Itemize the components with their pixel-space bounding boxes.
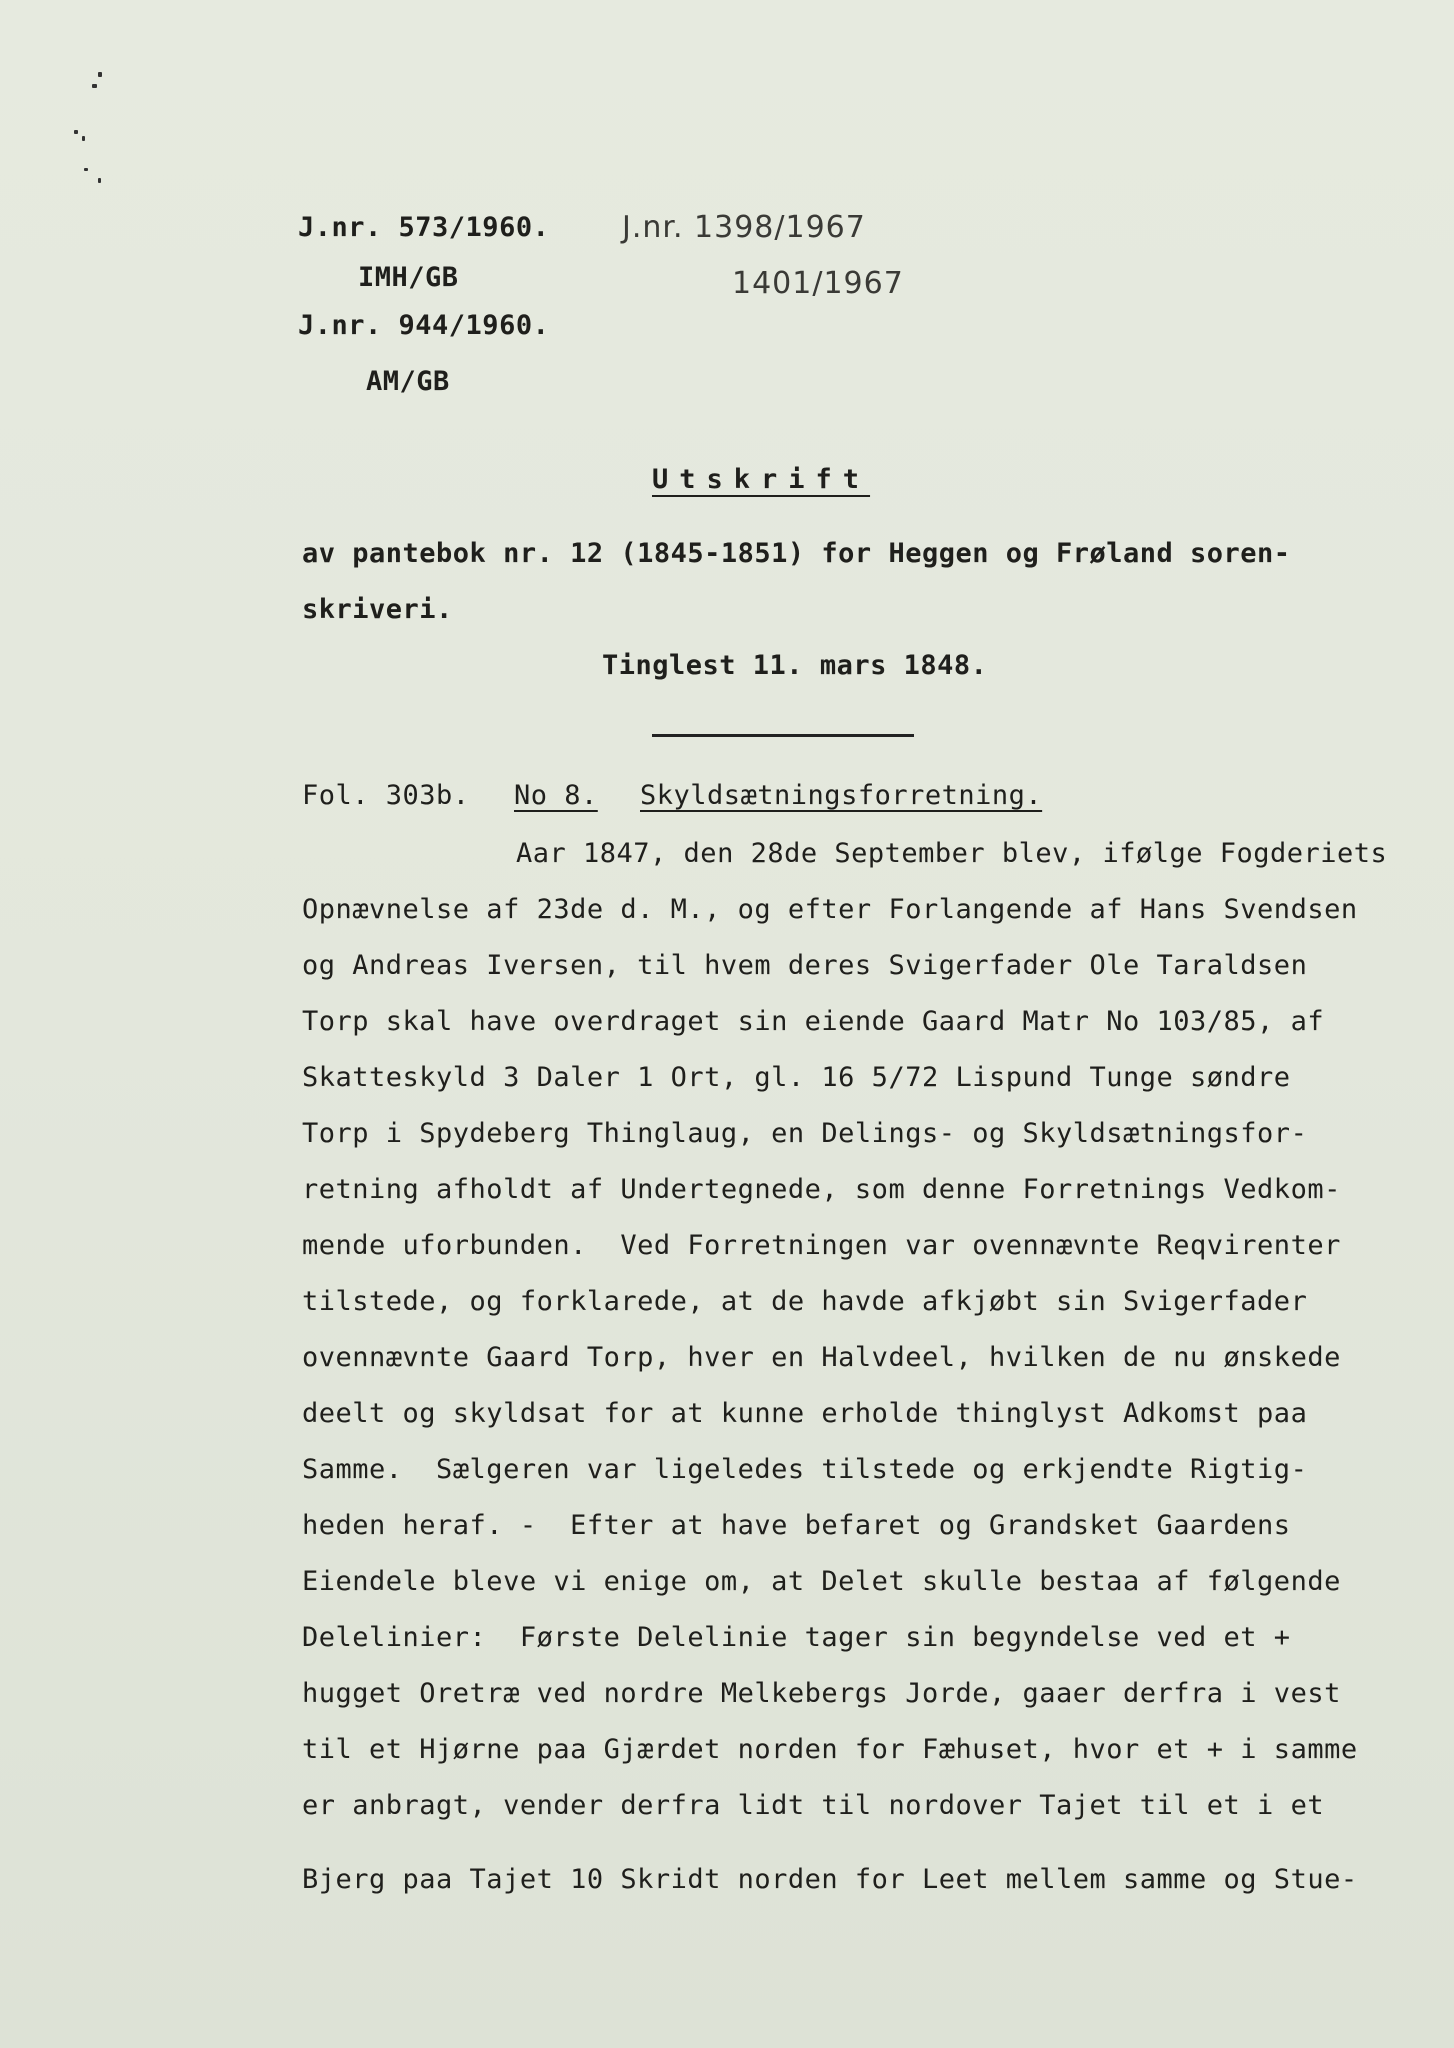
body-line: retning afholdt af Undertegnede, som denne Forretnings Vedkom- — [302, 1174, 1341, 1205]
body-line: er anbragt, vender derfra lidt til nordover Tajet til et i et — [302, 1790, 1325, 1821]
body-line: Opnævnelse af 23de d. M., og efter Forlangende af Hans Svendsen — [302, 894, 1358, 925]
body-line: Aar 1847, den 28de September blev, ifølge Fogderiets — [516, 838, 1388, 869]
body-line: mende uforbunden. Ved Forretningen var ovennævnte Reqvirenter — [302, 1230, 1341, 1261]
document-title: Utskrift — [652, 464, 871, 495]
body-line: Torp skal have overdraget sin eiende Gaard Matr No 103/85, af — [302, 1006, 1325, 1037]
body-line: Delelinier: Første Delelinie tager sin begyndelse ved et + — [302, 1622, 1291, 1653]
body-line: til et Hjørne paa Gjærdet norden for Fæhuset, hvor et + i samme — [302, 1734, 1358, 1765]
body-line: hugget Oretræ ved nordre Melkebergs Jorde, gaaer derfra i vest — [302, 1678, 1341, 1709]
journal-number-2: J.nr. 944/1960. — [298, 310, 550, 341]
initials-1: IMH/GB — [358, 262, 459, 293]
initials-2: AM/GB — [366, 366, 450, 397]
body-line: tilstede, og forklarede, at de havde afkjøbt sin Svigerfader — [302, 1286, 1308, 1317]
body-line: Skatteskyld 3 Daler 1 Ort, gl. 16 5/72 Lispund Tunge søndre — [302, 1062, 1291, 1093]
folio-reference: Fol. 303b. — [302, 780, 470, 811]
entry-heading: Skyldsætningsforretning. — [640, 780, 1043, 811]
body-line: og Andreas Iversen, til hvem deres Svigerfader Ole Taraldsen — [302, 950, 1308, 981]
body-line: ovennævnte Gaard Torp, hver en Halvdeel, hvilken de nu ønskede — [302, 1342, 1341, 1373]
subtitle-line-2: skriveri. — [302, 594, 453, 625]
body-line: heden heraf. - Efter at have befaret og Grandsket Gaardens — [302, 1510, 1291, 1541]
handwritten-journal-number-2: 1401/1967 — [732, 266, 904, 301]
margin-marks — [70, 70, 110, 200]
journal-number-1: J.nr. 573/1960. — [298, 212, 550, 243]
body-line: Torp i Spydeberg Thinglaug, en Delings- og Skyldsætningsfor- — [302, 1118, 1308, 1149]
body-line: deelt og skyldsat for at kunne erholde thinglyst Adkomst paa — [302, 1398, 1308, 1429]
divider-rule — [652, 734, 914, 737]
entry-number: No 8. — [514, 780, 598, 811]
body-line: Eiendele bleve vi enige om, at Delet skulle bestaa af følgende — [302, 1566, 1341, 1597]
body-line: Samme. Sælgeren var ligeledes tilstede og erkjendte Rigtig- — [302, 1454, 1308, 1485]
handwritten-journal-number: J.nr. 1398/1967 — [622, 210, 866, 245]
subtitle-line-1: av pantebok nr. 12 (1845-1851) for Heggen og Frøland soren- — [302, 538, 1291, 569]
body-line: Bjerg paa Tajet 10 Skridt norden for Leet mellem samme og Stue- — [302, 1864, 1358, 1895]
tinglest-date: Tinglest 11. mars 1848. — [602, 650, 988, 681]
